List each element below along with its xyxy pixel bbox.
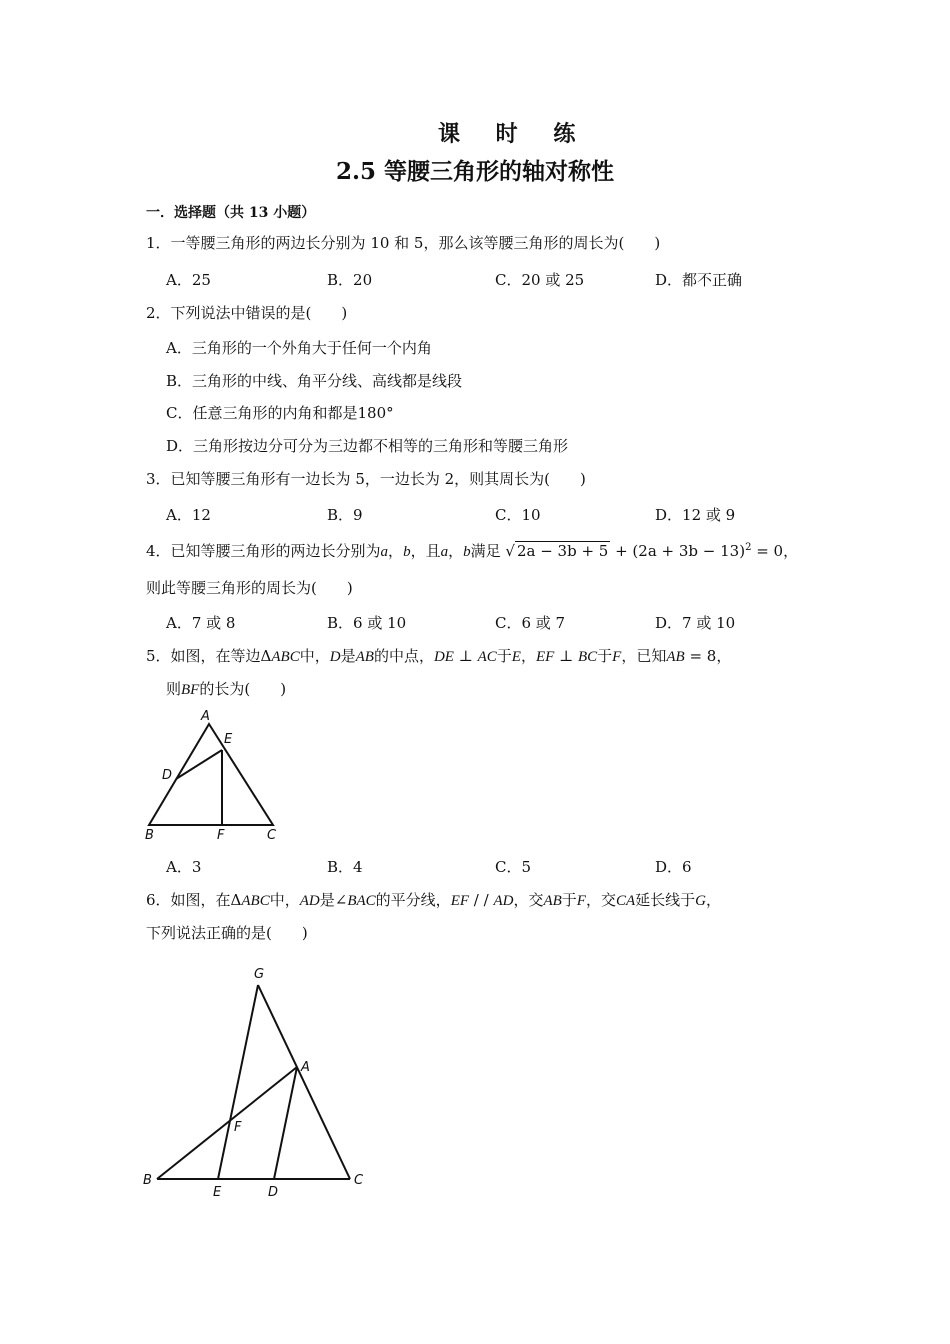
q5-label-f: F (217, 828, 225, 843)
q3-option-c[interactable]: C．10 (495, 506, 541, 524)
q6-label-d: D (268, 1185, 279, 1200)
section-heading: 一．选择题（共 13 小题） (146, 205, 316, 221)
q4-option-c[interactable]: C．6 或 7 (495, 614, 566, 632)
q5-option-b[interactable]: B．4 (327, 858, 363, 876)
question-4-stem: 4．已知等腰三角形的两边长分别为a，b，且a，b满足 √ $2a - 3b + 5 + (2a + 3b - 13)^2 = 0$， (146, 542, 799, 560)
q3-option-b[interactable]: B．9 (327, 506, 363, 524)
q2-option-b[interactable]: B．三角形的中线、角平分线、高线都是线段 (166, 372, 463, 390)
q6-segment-ge (218, 985, 258, 1179)
q5-segment-de (176, 750, 222, 779)
q6-label-c: C (354, 1173, 364, 1188)
q2-option-c[interactable]: C．任意三角形的内角和都是180° (166, 404, 394, 422)
q5-option-d[interactable]: D．6 (655, 858, 692, 876)
sqrt-expression: 2a − 3b + 5 (516, 542, 609, 560)
q2-option-a[interactable]: A．三角形的一个外角大于任何一个内角 (166, 339, 432, 357)
q4-option-b[interactable]: B．6 或 10 (327, 614, 407, 632)
question-4-line2: 则此等腰三角形的周长为( ) (146, 579, 353, 597)
question-5-line2: 则BF的长为( ) (166, 680, 287, 698)
q3-option-a[interactable]: A．12 (166, 506, 211, 524)
q1-option-b[interactable]: B．20 (327, 271, 373, 289)
q1-option-a[interactable]: A．25 (166, 271, 211, 289)
question-2-stem: 2．下列说法中错误的是( ) (146, 304, 348, 322)
q5-option-c[interactable]: C．5 (495, 858, 532, 876)
q5-label-c: C (267, 828, 277, 843)
q5-label-a: A (201, 709, 210, 724)
question-6-stem: 6．如图，在ΔABC中，AD是∠BAC的平分线，EF / / AD，交AB于F，交CA延长线于G， (146, 891, 722, 909)
q6-label-a: A (301, 1060, 310, 1075)
q5-label-e: E (224, 732, 233, 747)
q5-figure (140, 705, 290, 845)
q5-label-d: D (162, 768, 173, 783)
q6-label-f: F (234, 1120, 242, 1135)
page-title: 课 时 练 (438, 121, 590, 147)
q4-option-a[interactable]: A．7 或 8 (166, 614, 236, 632)
page-subtitle: 2.5 等腰三角形的轴对称性 (335, 158, 615, 185)
q5-option-a[interactable]: A．3 (166, 858, 202, 876)
q1-option-c[interactable]: C．20 或 25 (495, 271, 585, 289)
question-6-line2: 下列说法正确的是( ) (146, 924, 308, 942)
question-3-stem: 3．已知等腰三角形有一边长为 5，一边长为 2，则其周长为( ) (146, 470, 586, 488)
q5-label-b: B (145, 828, 154, 843)
q1-option-d[interactable]: D．都不正确 (655, 271, 743, 289)
q6-label-b: B (143, 1173, 152, 1188)
q3-option-d[interactable]: D．12 或 9 (655, 506, 736, 524)
q4-option-d[interactable]: D．7 或 10 (655, 614, 736, 632)
q6-label-e: E (213, 1185, 222, 1200)
q6-figure (135, 960, 385, 1205)
question-1-stem: 1．一等腰三角形的两边长分别为 10 和 5，那么该等腰三角形的周长为( ) (146, 234, 661, 252)
q2-option-d[interactable]: D．三角形按边分可分为三边都不相等的三角形和等腰三角形 (166, 437, 569, 455)
q6-label-g: G (254, 967, 265, 982)
q6-segment-gc (258, 985, 350, 1179)
question-5-stem: 5．如图，在等边ΔABC中，D是AB的中点，DE ⊥ AC于E，EF ⊥ BC于F，已知AB = 8， (146, 647, 732, 665)
q6-segment-ba (157, 1067, 297, 1179)
